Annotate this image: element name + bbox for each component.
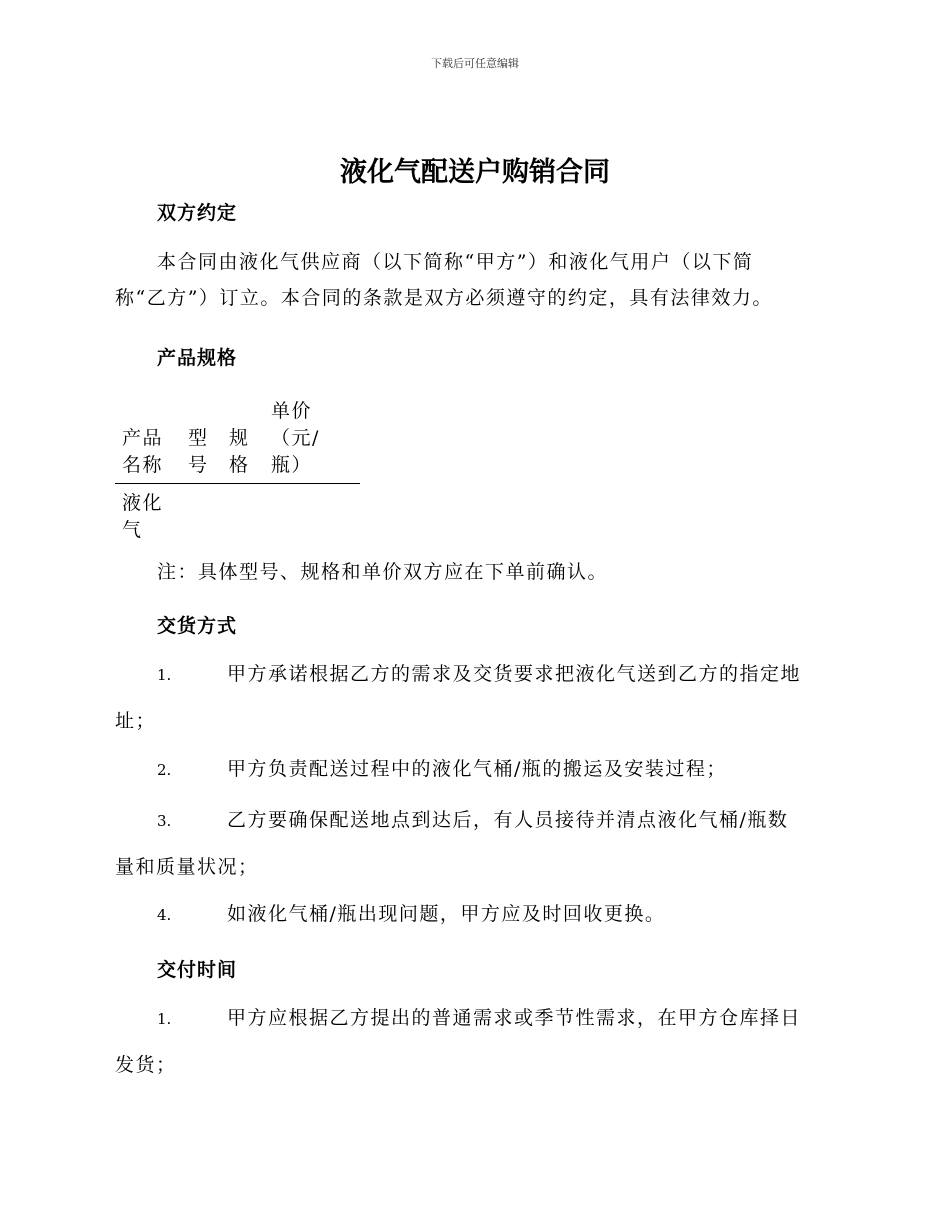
spec-table-row <box>115 484 360 544</box>
cell-text: 液化 <box>122 492 164 514</box>
delivery-item-3 <box>115 797 835 890</box>
specs-note: 注：具体型号、规格和单价双方应在下单前确认。 <box>157 561 609 583</box>
item-number: 3. <box>157 812 172 830</box>
section-heading-specs: 产品规格 <box>157 347 238 369</box>
time-item-1 <box>115 995 835 1088</box>
header-cell-text: 产品 <box>122 427 164 449</box>
item-text: 甲方应根据乙方提出的普通需求或季节性需求，在甲方仓库择日 <box>227 1007 802 1029</box>
delivery-item-1 <box>115 651 835 744</box>
item-text: 甲方承诺根据乙方的需求及交货要求把液化气送到乙方的指定地 <box>227 663 802 685</box>
agreement-line-1: 本合同由液化气供应商（以下简称“甲方”）和液化气用户（以下简 <box>157 251 754 273</box>
delivery-item-2 <box>115 746 835 793</box>
header-spec <box>229 425 250 479</box>
header-cell-text: 号 <box>188 454 209 476</box>
document-title: 液化气配送户购销合同 <box>340 157 610 188</box>
header-product-name <box>122 425 163 479</box>
header-cell-text: 规 <box>229 427 250 449</box>
item-text: 乙方要确保配送地点到达后，有人员接待并清点液化气桶/瓶数 <box>227 809 789 831</box>
item-number: 2. <box>157 761 172 779</box>
header-cell-text: （元/ <box>271 427 320 449</box>
spec-table-header <box>115 395 360 484</box>
section-heading-time: 交付时间 <box>157 959 238 981</box>
item-text-continued: 发货； <box>115 1054 177 1076</box>
item-number: 4. <box>157 906 172 924</box>
header-unit-price <box>271 398 320 479</box>
agreement-paragraph <box>115 244 835 316</box>
header-cell-text: 瓶） <box>271 454 313 476</box>
spec-table <box>115 395 360 544</box>
item-text-continued: 量和质量状况； <box>115 856 259 878</box>
header-cell-text: 单价 <box>271 400 313 422</box>
cell-text: 气 <box>122 519 143 541</box>
item-text: 如液化气桶/瓶出现问题，甲方应及时回收更换。 <box>227 903 666 925</box>
header-cell-text: 型 <box>188 427 209 449</box>
delivery-item-4 <box>115 891 835 938</box>
item-number: 1. <box>157 1010 172 1028</box>
section-heading-agreement: 双方约定 <box>157 202 238 224</box>
header-model <box>188 425 209 479</box>
agreement-line-2: 称“乙方”）订立。本合同的条款是双方必须遵守的约定，具有法律效力。 <box>115 287 773 309</box>
header-note: 下载后可任意编辑 <box>431 57 519 70</box>
row-product-name <box>122 490 163 544</box>
header-cell-text: 名称 <box>122 454 164 476</box>
section-heading-delivery: 交货方式 <box>157 615 238 637</box>
item-number: 1. <box>157 666 172 684</box>
item-text: 甲方负责配送过程中的液化气桶/瓶的搬运及安装过程； <box>227 758 727 780</box>
item-text-continued: 址； <box>115 710 157 732</box>
header-cell-text: 格 <box>229 454 250 476</box>
